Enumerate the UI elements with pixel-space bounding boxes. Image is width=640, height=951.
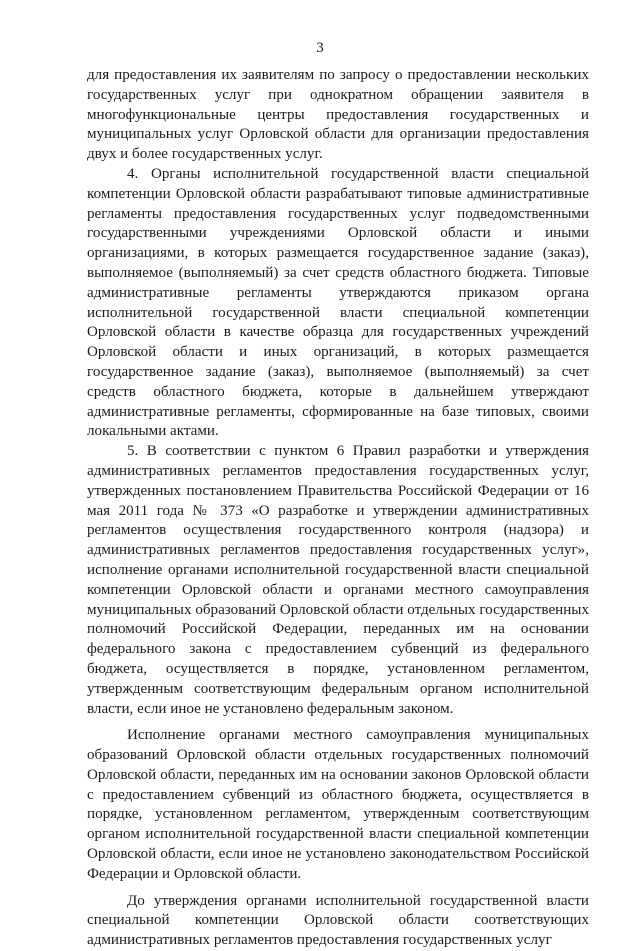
- paragraph-item-5: 5. В соответствии с пунктом 6 Правил разработки и утверждения административных регламентов предоставления государственных услуг, утвержденных постановлением Правительства Российской Федерации от 16 мая 2011 года № 373 «О разработке и утверждении административных регламентов осуществления государственного контроля (надзора) и административных регламентов предоставления государственных услуг», исполнение органами исполнительной государственной власти специальной компетенции Орловской области и органами местного самоуправления муниципальных образований Орловской области отдельных государственных полномочий Российской Федерации, переданных им на основании федерального закона с предоставлением субвенций из федерального бюджета, осуществляется в порядке, установленном регламентом, утвержденным соответствующим федеральным органом исполнительной власти, если иное не установлено федеральным законом.: [87, 443, 589, 717]
- paragraph-regional-powers: Исполнение органами местного самоуправления муниципальных образований Орловской области отдельных государственных полномочий Орловской области, переданных им на основании законов Орловской области с предоставлением субвенций из областного бюджета, осуществляется в порядке, установленном регламентом, утвержденным соответствующим органом исполнительной государственной власти специальной компетенции Орловской области, если иное не установлено законодательством Российской Федерации и Орловской области.: [87, 727, 589, 882]
- paragraph-continuation: для предоставления их заявителям по запросу о предоставлении нескольких государственных услуг при однократном обращении заявителя в многофункциональные центры предоставления государственных и муниципальных услуг Орловской области для организации предоставления двух и более государственных услуг.: [87, 67, 589, 163]
- paragraph-item-4: 4. Органы исполнительной государственной власти специальной компетенции Орловской области разрабатывают типовые административные регламенты предоставления государственных услуг подведомственными государственными учреждениями Орловской области и иными организациями, в которых размещается государственное задание (заказ), выполняемое (выполняемый) за счет средств областного бюджета. Типовые административные регламенты утверждаются приказом органа исполнительной государственной власти специальной компетенции Орловской области в качестве образца для государственных учреждений Орловской области и иных организаций, в которых размещается государственное задание (заказ), выполняемое (выполняемый) за счет средств областного бюджета, которые в дальнейшем утверждают административные регламенты, сформированные на базе типовых, своими локальными актами.: [87, 165, 589, 440]
- document-body: [87, 66, 589, 951]
- page-number: 3: [316, 40, 324, 56]
- paragraph-until-approval: До утверждения органами исполнительной государственной власти специальной компетенции Орловской области соответствующих административных регламентов предоставления государственных услуг: [87, 892, 589, 949]
